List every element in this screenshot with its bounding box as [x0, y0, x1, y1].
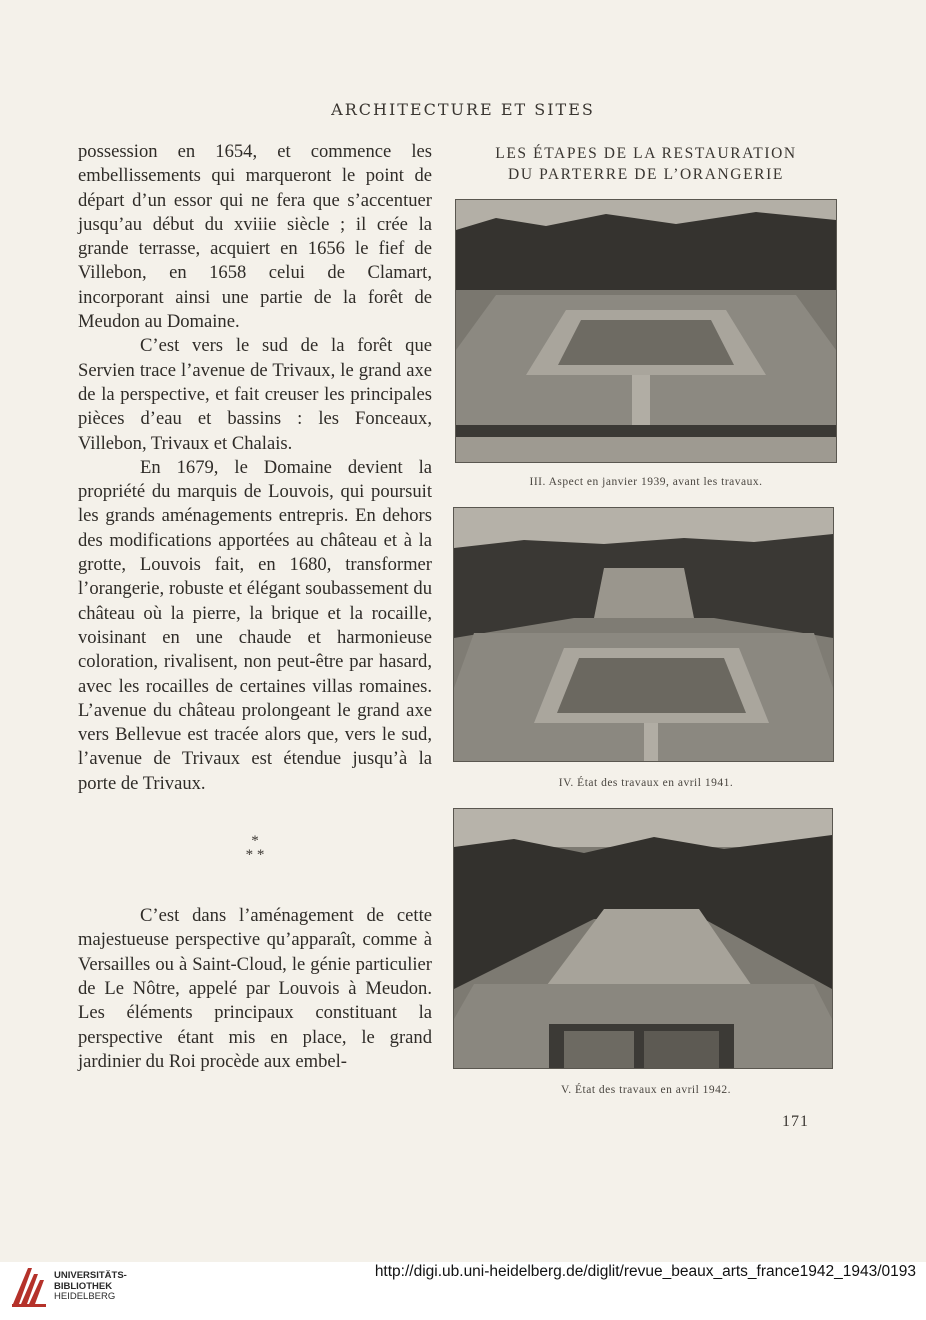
caption-3: V. État des travaux en avril 1942.	[560, 1084, 732, 1096]
library-name-line-1: UNIVERSITÄTS-	[54, 1270, 127, 1281]
figures-title-line-1: LES ÉTAPES DE LA RESTAURATION	[495, 145, 797, 162]
paragraph-2: C’est vers le sud de la forêt que Servien trace l’avenue de Trivaux, le grand axe de la perspective, et fait creuser les principales pièces d’eau et bassins : les Fonceaux, Villebon, Trivaux et Chalais.	[78, 335, 432, 454]
body-text-column	[78, 140, 432, 1074]
university-logo-icon	[10, 1264, 48, 1308]
library-name-line-3: HEIDELBERG	[54, 1291, 116, 1302]
paragraph-4: C’est dans l’aménagement de cette majestueuse perspective qu’apparaît, comme à Versailles ou à Saint-Cloud, le génie particulier de Le Nôtre, appelé par Louvois à Meudon. Les éléments principaux constituant la perspective étant mis en place, le grand jardinier du Roi procède aux embel-	[78, 905, 432, 1072]
photo-parterre-1941	[453, 507, 834, 762]
asterism-bottom: * *	[245, 847, 265, 864]
page-number: 171	[782, 1113, 809, 1130]
figures-title-line-2: DU PARTERRE DE L’ORANGERIE	[508, 166, 784, 183]
asterism-top: *	[251, 833, 259, 850]
library-name-line-2: BIBLIOTHEK	[54, 1280, 113, 1292]
photo-3-graphic	[454, 809, 832, 1068]
caption-1: III. Aspect en janvier 1939, avant les travaux.	[529, 476, 763, 488]
paragraph-1: possession en 1654, et commence les embellissements qui marqueront le point de départ d’un essor qui ne fera que s’accentuer jusqu’au début du xviiie siècle ; il crée la grande terrasse, acquiert en 1656 le fief de Villebon, en 1658 celui de Clamart, incorporant ainsi une partie de la forêt de Meudon au Domaine.	[78, 141, 432, 333]
source-url-link[interactable]: http://digi.ub.uni-heidelberg.de/diglit/revue_beaux_arts_france1942_1943/0193	[374, 1263, 916, 1280]
photo-1-graphic	[456, 200, 836, 462]
figures-title	[456, 143, 836, 185]
photo-parterre-1942	[453, 808, 833, 1069]
asterism	[78, 834, 432, 862]
photo-2-graphic	[454, 508, 833, 761]
photo-parterre-1939	[455, 199, 837, 463]
library-name	[54, 1271, 127, 1303]
paragraph-3: En 1679, le Domaine devient la propriété du marquis de Louvois, qui poursuit les grands aménagements entrepris. En dehors des modifications apportées au château et à la grotte, Louvois fait, en 1680, transformer l’orangerie, robuste et élégant soubassement du château où la pierre, la brique et la rocaille, voisinant en une chaude et harmonieuse coloration, rivalisent, non peut-être par hasard, avec les rocailles de certaines villas romaines. L’avenue du château prolongeant le grand axe vers Bellevue est tracée alors que, vers le sud, l’avenue de Trivaux est étendue jusqu’à la porte de Trivaux.	[78, 456, 432, 794]
running-head: ARCHITECTURE ET SITES	[331, 100, 595, 119]
caption-2: IV. État des travaux en avril 1941.	[558, 777, 734, 789]
